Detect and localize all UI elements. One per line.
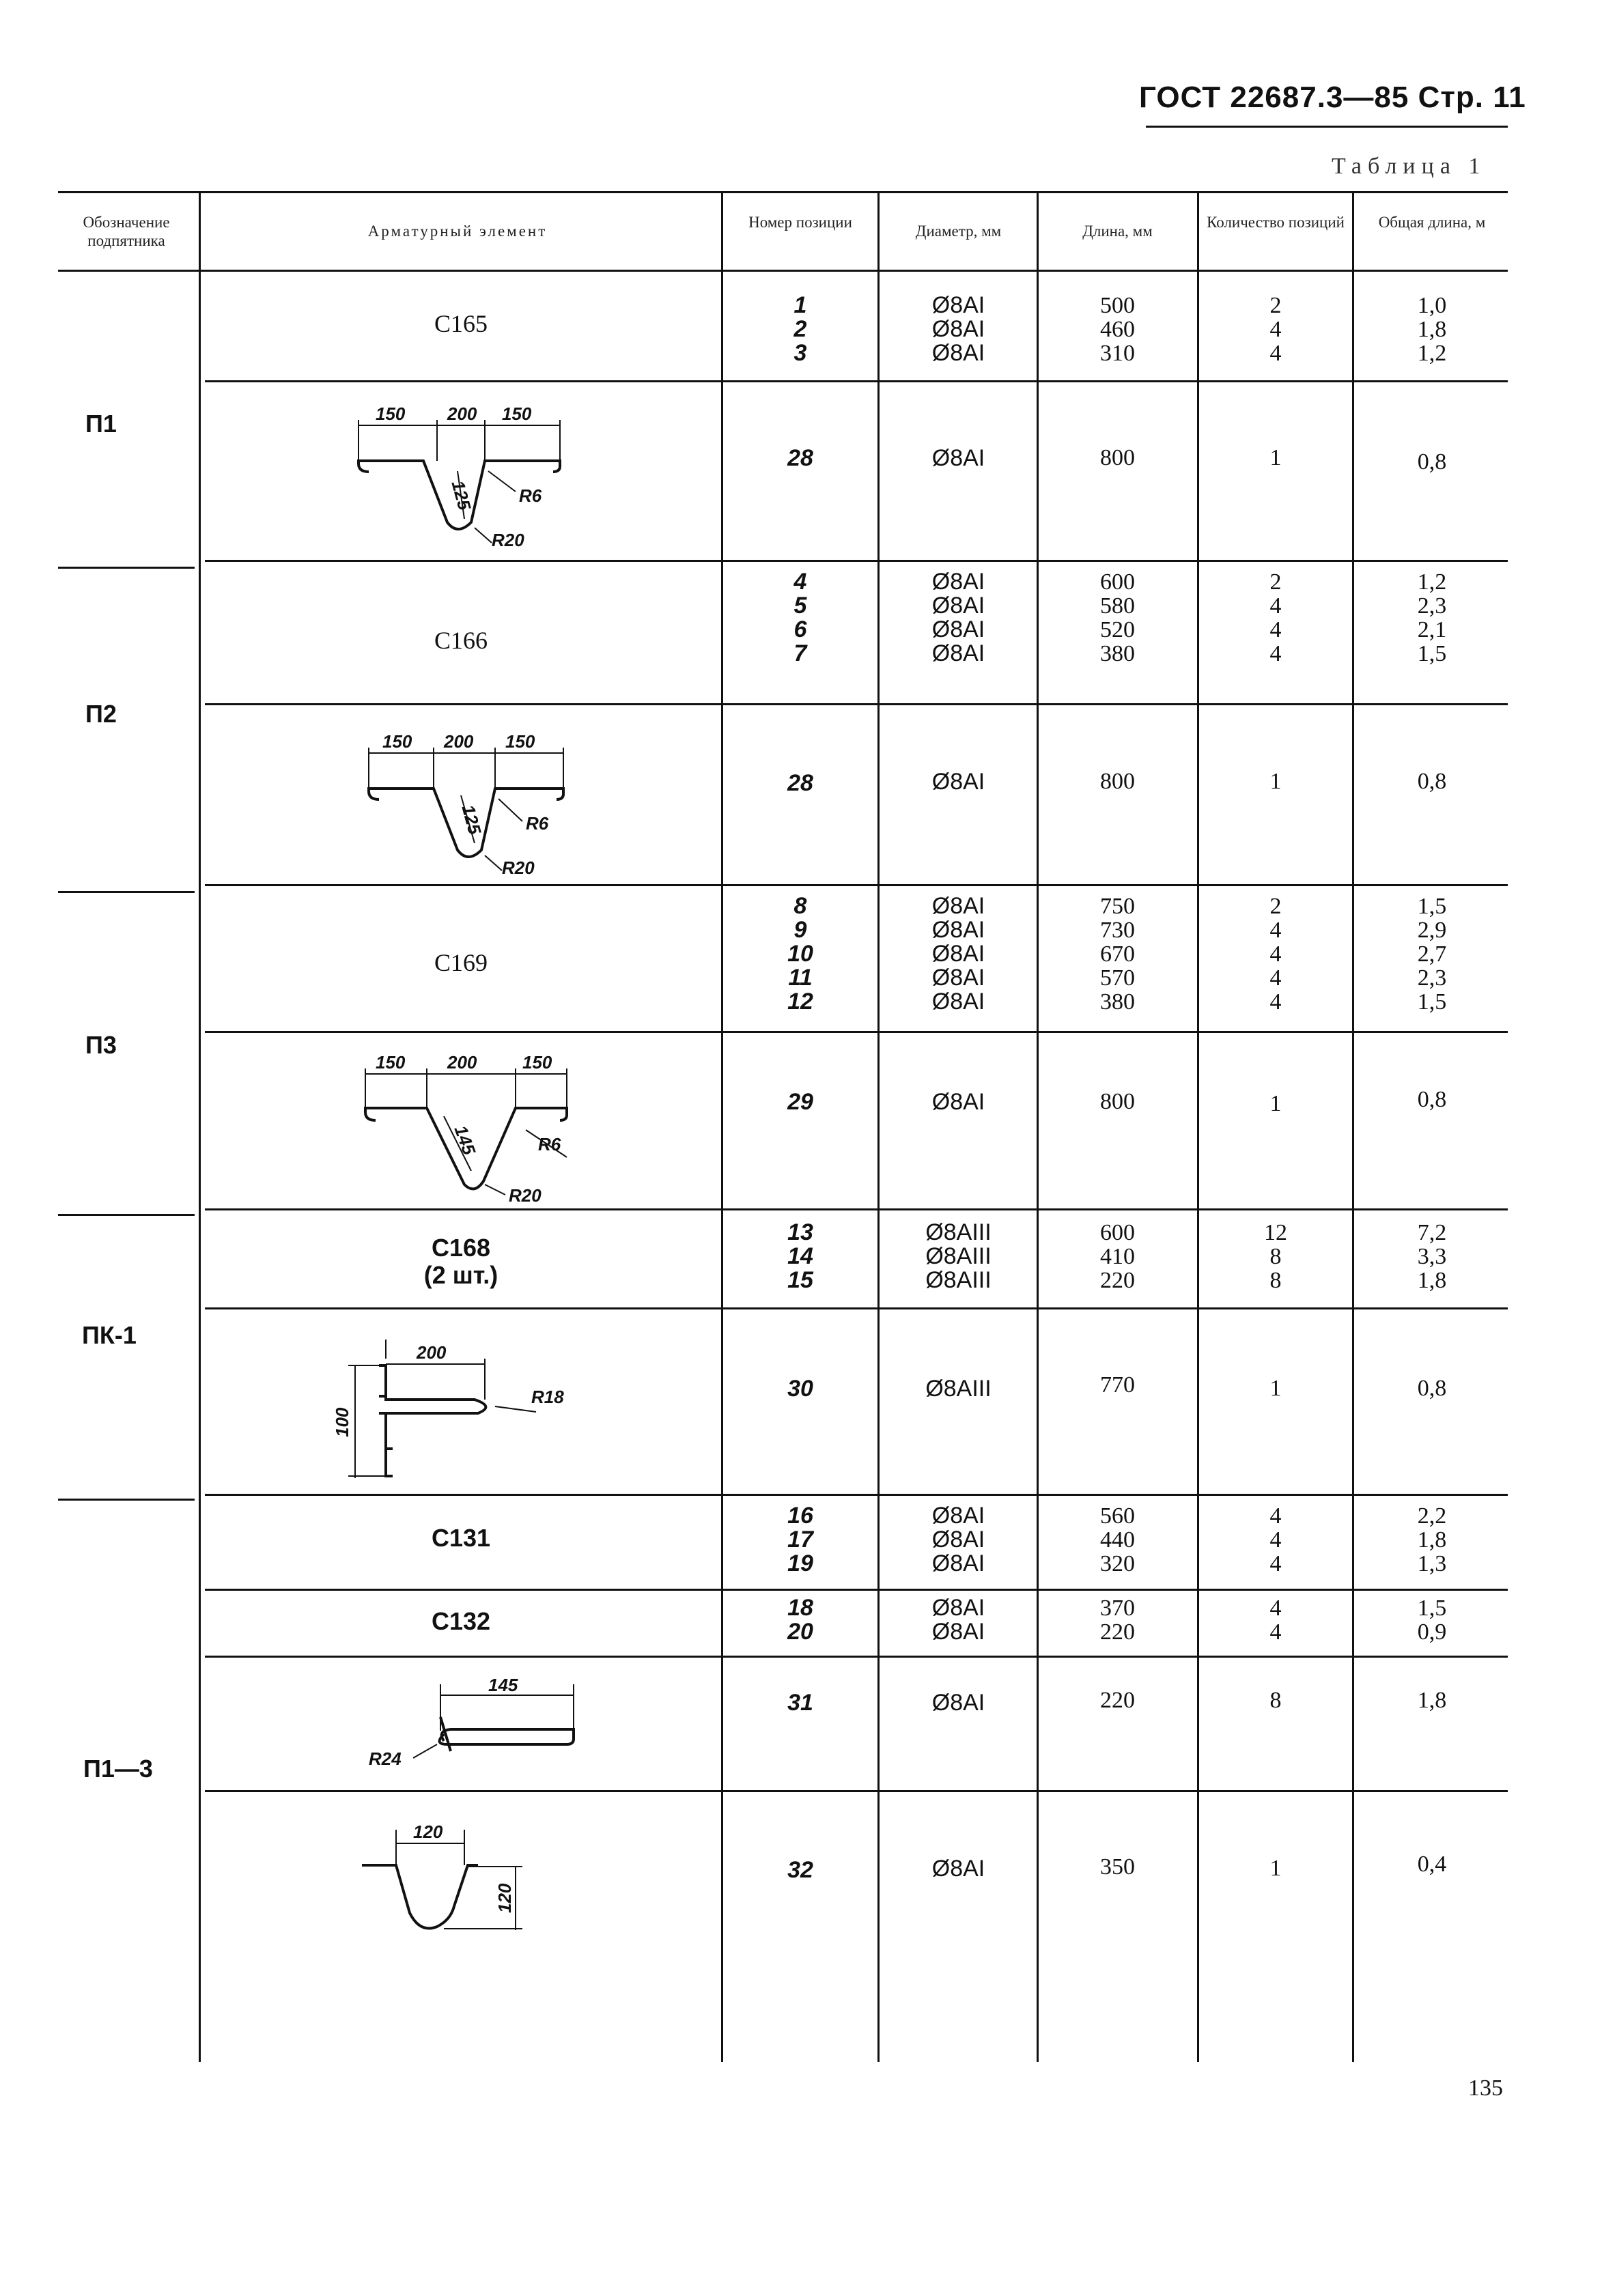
dim-label: 145 bbox=[450, 1122, 480, 1158]
diameter-value: Ø8AI bbox=[931, 1089, 985, 1115]
length-value: 350 bbox=[1100, 1854, 1135, 1880]
total-list: 2,2 1,8 1,3 bbox=[1417, 1503, 1447, 1576]
colhead-element: Арматурный элемент bbox=[367, 223, 548, 240]
total-list: 1,2 2,3 2,1 1,5 bbox=[1417, 569, 1447, 666]
dim-label: 200 bbox=[417, 1342, 447, 1363]
diameter-list: Ø8AI Ø8AI Ø8AI bbox=[931, 1503, 985, 1576]
element-name: С166 bbox=[434, 627, 488, 654]
table-top-rule bbox=[58, 191, 1508, 193]
length-value: 220 bbox=[1100, 1688, 1135, 1713]
designation-p13: П1—3 bbox=[83, 1755, 153, 1783]
diameter-list: Ø8AI Ø8AI Ø8AI Ø8AI Ø8AI bbox=[931, 893, 985, 1015]
total-list: 1,0 1,8 1,2 bbox=[1417, 293, 1447, 366]
count-list: 2 4 4 4 bbox=[1269, 569, 1282, 666]
total-value: 1,8 bbox=[1417, 1688, 1447, 1713]
position-list: 1 2 3 bbox=[793, 292, 807, 366]
position-list: 8 9 10 11 12 bbox=[787, 893, 813, 1015]
dim-label: 150 bbox=[502, 403, 532, 424]
header-rule bbox=[1146, 126, 1508, 128]
table-label: Таблица 1 bbox=[1332, 154, 1487, 179]
length-value: 800 bbox=[1100, 445, 1135, 470]
document-header: ГОСТ 22687.3—85 Стр. 11 bbox=[1139, 81, 1526, 114]
rebar-drawing bbox=[355, 403, 580, 553]
rebar-drawing bbox=[362, 1052, 587, 1208]
length-list: 370 220 bbox=[1100, 1596, 1135, 1645]
total-list: 7,2 3,3 1,8 bbox=[1417, 1220, 1447, 1293]
length-value: 800 bbox=[1100, 1089, 1135, 1114]
count-list: 2 4 4 bbox=[1269, 293, 1282, 366]
count-value: 1 bbox=[1269, 769, 1282, 794]
diameter-list: Ø8AI Ø8AI Ø8AI Ø8AI bbox=[931, 569, 985, 666]
count-value: 1 bbox=[1269, 1091, 1282, 1116]
position-number: 28 bbox=[787, 445, 813, 471]
count-list: 12 8 8 bbox=[1264, 1220, 1287, 1293]
colhead-total: Общая длина, м bbox=[1378, 214, 1486, 231]
position-number: 31 bbox=[787, 1690, 813, 1716]
colhead-length: Длина, мм bbox=[1082, 223, 1153, 240]
total-value: 0,8 bbox=[1417, 449, 1447, 474]
rebar-drawing bbox=[328, 1331, 587, 1492]
designation-p2: П2 bbox=[85, 700, 117, 728]
element-name: С131 bbox=[431, 1524, 491, 1552]
position-list: 4 5 6 7 bbox=[793, 569, 807, 666]
rebar-drawing bbox=[355, 1817, 533, 1944]
count-list: 4 4 bbox=[1269, 1596, 1282, 1645]
colhead-count: Количество позиций bbox=[1207, 214, 1345, 231]
length-value: 770 bbox=[1100, 1372, 1135, 1398]
page-number: 135 bbox=[1468, 2075, 1503, 2101]
dim-label: 125 bbox=[458, 802, 486, 837]
dim-label: R18 bbox=[531, 1387, 564, 1407]
dim-label: 150 bbox=[376, 1052, 406, 1073]
diameter-list: Ø8AI Ø8AI bbox=[931, 1595, 985, 1645]
diameter-list: Ø8AIII Ø8AIII Ø8AIII bbox=[925, 1219, 992, 1293]
dim-label: R6 bbox=[519, 485, 542, 506]
dim-label: 120 bbox=[413, 1822, 443, 1842]
dim-label: 150 bbox=[522, 1052, 552, 1073]
position-list: 18 20 bbox=[787, 1595, 813, 1645]
colhead-diameter: Диаметр, мм bbox=[915, 223, 1002, 240]
dim-label: 150 bbox=[505, 731, 535, 752]
count-value: 8 bbox=[1269, 1688, 1282, 1713]
designation-pk1: ПК-1 bbox=[82, 1321, 137, 1349]
length-list: 750 730 670 570 380 bbox=[1100, 894, 1135, 1015]
element-name: С169 bbox=[434, 949, 488, 976]
diameter-value: Ø8AI bbox=[931, 1856, 985, 1882]
dim-label: R20 bbox=[492, 530, 524, 550]
dim-label: R6 bbox=[526, 813, 549, 834]
rebar-drawing bbox=[369, 1676, 587, 1782]
position-number: 32 bbox=[787, 1857, 813, 1883]
table-header-rule bbox=[58, 270, 1508, 272]
dim-label: R20 bbox=[502, 858, 535, 878]
position-number: 28 bbox=[787, 770, 813, 796]
diameter-value: Ø8AI bbox=[931, 445, 985, 471]
position-list: 16 17 19 bbox=[787, 1503, 813, 1576]
element-name: С168 (2 шт.) bbox=[423, 1234, 498, 1289]
total-list: 1,5 2,9 2,7 2,3 1,5 bbox=[1417, 894, 1447, 1015]
element-name: С165 bbox=[434, 310, 488, 337]
dim-label: 100 bbox=[332, 1407, 352, 1437]
rebar-drawing bbox=[365, 731, 591, 881]
count-value: 1 bbox=[1269, 1856, 1282, 1881]
total-value: 0,8 bbox=[1417, 769, 1447, 794]
position-number: 30 bbox=[787, 1376, 813, 1402]
dim-label: R24 bbox=[369, 1748, 402, 1769]
count-value: 1 bbox=[1269, 1376, 1282, 1401]
dim-label: 150 bbox=[382, 731, 412, 752]
diameter-value: Ø8AIII bbox=[925, 1376, 992, 1402]
length-list: 500 460 310 bbox=[1100, 293, 1135, 366]
position-number: 29 bbox=[787, 1089, 813, 1115]
length-value: 800 bbox=[1100, 769, 1135, 794]
designation-p3: П3 bbox=[85, 1031, 117, 1059]
position-list: 13 14 15 bbox=[787, 1219, 813, 1293]
length-list: 600 410 220 bbox=[1100, 1220, 1135, 1293]
diameter-value: Ø8AI bbox=[931, 769, 985, 795]
element-name: С132 bbox=[431, 1607, 491, 1635]
count-list: 4 4 4 bbox=[1269, 1503, 1282, 1576]
dim-label: 200 bbox=[447, 403, 477, 424]
dim-label: 120 bbox=[494, 1883, 515, 1913]
dim-label: 145 bbox=[488, 1675, 518, 1695]
dim-label: 200 bbox=[444, 731, 474, 752]
dim-label: 200 bbox=[447, 1052, 477, 1073]
dim-label: 150 bbox=[376, 403, 406, 424]
length-list: 560 440 320 bbox=[1100, 1503, 1135, 1576]
diameter-value: Ø8AI bbox=[931, 1690, 985, 1716]
dim-label: R20 bbox=[509, 1185, 542, 1206]
count-value: 1 bbox=[1269, 445, 1282, 470]
total-value: 0,8 bbox=[1417, 1376, 1447, 1401]
total-value: 0,8 bbox=[1417, 1087, 1447, 1112]
colhead-position: Номер позиции bbox=[748, 214, 852, 231]
colhead-designation: Обозначение подпятника bbox=[83, 214, 170, 249]
designation-p1: П1 bbox=[85, 410, 117, 438]
dim-label: R6 bbox=[538, 1134, 561, 1154]
diameter-list: Ø8AI Ø8AI Ø8AI bbox=[931, 292, 985, 366]
total-value: 0,4 bbox=[1417, 1852, 1447, 1877]
total-list: 1,5 0,9 bbox=[1417, 1596, 1447, 1645]
length-list: 600 580 520 380 bbox=[1100, 569, 1135, 666]
count-list: 2 4 4 4 4 bbox=[1269, 894, 1282, 1015]
dim-label: 125 bbox=[447, 478, 475, 513]
